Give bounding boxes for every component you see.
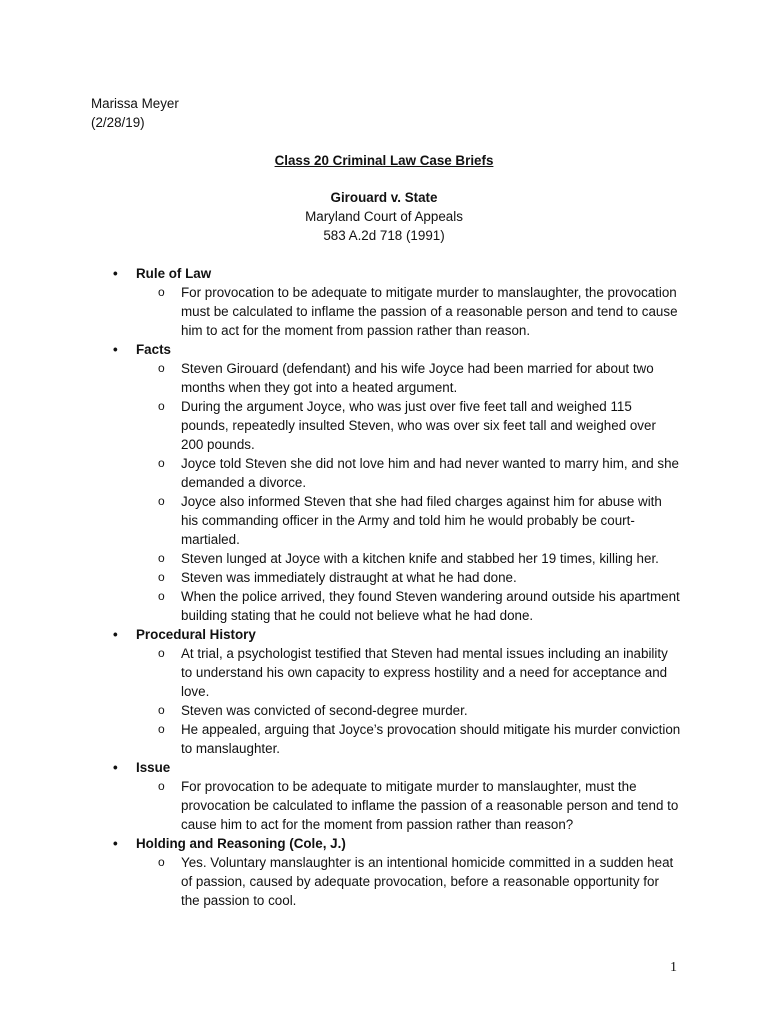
section-heading [0, 758, 768, 777]
sub-bullet-icon: o [158, 570, 165, 584]
section-heading-text: Rule of Law [136, 266, 212, 281]
sub-bullet-icon: o [158, 646, 165, 660]
list-item-text: For provocation to be adequate to mitigate murder to manslaughter, must the provocation be calculated to inflame the passion of a reasonable person and tend to cause him to act for the moment from passion rather than reason? [181, 779, 679, 832]
list-item [0, 492, 681, 549]
author-date: (2/28/19) [91, 115, 145, 130]
list-item-text: Steven was convicted of second-degree murder. [181, 703, 468, 718]
bullet-icon: • [113, 342, 118, 357]
section-heading [0, 625, 768, 644]
list-item [0, 568, 681, 587]
section-heading [0, 340, 768, 359]
sub-bullet-icon: o [158, 589, 165, 603]
sub-bullet-icon: o [158, 494, 165, 508]
author-name: Marissa Meyer [91, 96, 179, 111]
list-item-text: For provocation to be adequate to mitigate murder to manslaughter, the provocation must be calculated to inflame the passion of a reasonable person and tend to cause him to act for the moment from passion rather than reason. [181, 285, 678, 338]
bullet-icon: • [113, 627, 118, 642]
sub-bullet-icon: o [158, 399, 165, 413]
list-item-text: He appealed, arguing that Joyce’s provocation should mitigate his murder conviction to manslaughter. [181, 722, 681, 756]
brief-sections [0, 264, 768, 910]
list-item [0, 359, 681, 397]
list-item-text: Joyce told Steven she did not love him and had never wanted to marry him, and she demanded a divorce. [181, 456, 679, 490]
sub-bullet-icon: o [158, 361, 165, 375]
list-item-text: Steven was immediately distraught at what he had done. [181, 570, 517, 585]
section-heading-text: Facts [136, 342, 171, 357]
sub-bullet-icon: o [158, 551, 165, 565]
section-heading [0, 264, 768, 283]
bullet-icon: • [113, 266, 118, 281]
brief-section [0, 340, 768, 625]
document-title: Class 20 Criminal Law Case Briefs [274, 153, 494, 168]
list-item [0, 587, 681, 625]
section-heading-text: Issue [136, 760, 171, 775]
list-item [0, 397, 681, 454]
list-item-text: Steven Girouard (defendant) and his wife Joyce had been married for about two months when they got into a heated argument. [181, 361, 654, 395]
list-item-text: Steven lunged at Joyce with a kitchen knife and stabbed her 19 times, killing her. [181, 551, 659, 566]
list-item-text: During the argument Joyce, who was just over five feet tall and weighed 115 pounds, repeatedly insulted Steven, who was over six feet tall and weighed over 200 pounds. [181, 399, 656, 452]
page-number: 1 [670, 960, 677, 975]
brief-section [0, 264, 768, 340]
section-heading-text: Holding and Reasoning (Cole, J.) [136, 836, 346, 851]
bullet-icon: • [113, 836, 118, 851]
list-item [0, 720, 681, 758]
list-item [0, 777, 681, 834]
list-item-text: Yes. Voluntary manslaughter is an intentional homicide committed in a sudden heat of passion, caused by adequate provocation, before a reasonable opportunity for the passion to cool. [181, 855, 674, 908]
section-heading [0, 834, 768, 853]
sub-bullet-icon: o [158, 456, 165, 470]
list-item [0, 549, 681, 568]
case-citation: 583 A.2d 718 (1991) [323, 228, 445, 243]
sub-bullet-icon: o [158, 285, 165, 299]
list-item-text: At trial, a psychologist testified that Steven had mental issues including an inability to understand his own capacity to express hostility and a need for acceptance and love. [181, 646, 668, 699]
list-item [0, 283, 681, 340]
brief-section [0, 625, 768, 758]
sub-bullet-icon: o [158, 855, 165, 869]
brief-section [0, 834, 768, 910]
list-item-text: Joyce also informed Steven that she had filed charges against him for abuse with his commanding officer in the Army and told him he would probably be court-martialed. [181, 494, 662, 547]
case-heading [0, 188, 768, 245]
list-item [0, 454, 681, 492]
sub-bullet-icon: o [158, 703, 165, 717]
case-name: Girouard v. State [330, 190, 438, 205]
bullet-icon: • [113, 760, 118, 775]
list-item [0, 644, 681, 701]
list-item-text: When the police arrived, they found Steven wandering around outside his apartment building stating that he could not believe what he had done. [181, 589, 680, 623]
case-court: Maryland Court of Appeals [305, 209, 463, 224]
section-heading-text: Procedural History [136, 627, 256, 642]
list-item [0, 701, 681, 720]
author-block [91, 94, 179, 132]
brief-section [0, 758, 768, 834]
sub-bullet-icon: o [158, 722, 165, 736]
list-item [0, 853, 681, 910]
sub-bullet-icon: o [158, 779, 165, 793]
